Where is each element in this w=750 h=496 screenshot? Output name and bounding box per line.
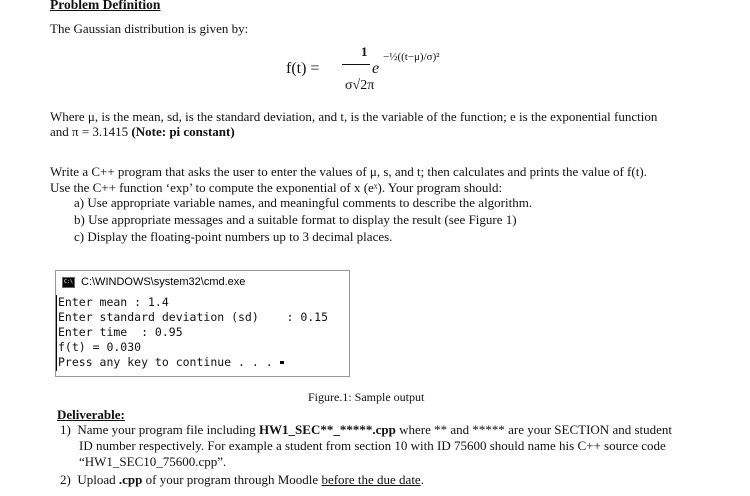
requirement-c: c) Display the floating-point numbers up to 3 decimal places. — [74, 229, 393, 244]
figure-caption: Figure.1: Sample output — [308, 390, 425, 404]
formula-lhs: f(t) = — [286, 60, 320, 77]
console-cursor — [280, 361, 284, 364]
console-line-sd: Enter standard deviation (sd) : 0.15 — [58, 310, 329, 324]
where-line-2-prefix: and π = 3.1415 — [50, 124, 132, 139]
console-line-mean: Enter mean : 1.4 — [58, 295, 169, 309]
item1-text-c: where ** and ***** are your SECTION and student — [395, 422, 673, 437]
formula-exponent: −½((t−μ)/σ)² — [383, 51, 440, 63]
console-body — [56, 295, 349, 371]
console-title-bar — [56, 271, 349, 293]
pi-note: (Note: pi constant) — [131, 124, 235, 139]
console-line-time: Enter time : 0.95 — [58, 325, 183, 339]
formula-exp-base: e — [372, 60, 380, 77]
intro-text: The Gaussian distribution is given by: — [50, 21, 249, 36]
formula-numerator: 1 — [361, 44, 368, 59]
where-line-1: Where μ, is the mean, sd, is the standard deviation, and t, is the variable of the function; e is the exponential function — [50, 109, 658, 124]
console-line-result: f(t) = 0.030 — [58, 340, 142, 354]
item2-text-a: Upload — [77, 472, 119, 487]
cpp-extension: .cpp — [118, 472, 143, 487]
deliverable-heading: Deliverable: — [57, 407, 125, 422]
task-line-1: Write a C++ program that asks the user to enter the values of μ, s, and t; then calculates and prints the value of f(t). — [50, 164, 647, 179]
deliverable-item-2 — [60, 471, 424, 488]
due-date-text: before the due date — [321, 472, 421, 487]
task-line-2: Use the C++ function ‘exp’ to compute the exponential of x (eˣ). Your program should: — [50, 180, 503, 195]
cmd-icon — [62, 277, 75, 288]
requirement-a: a) Use appropriate variable names, and meaningful comments to describe the algorithm. — [74, 195, 533, 210]
deliverable-item-2-number: 2) — [60, 472, 71, 487]
console-line-press-key — [58, 355, 349, 370]
deliverable-item-1-line-1 — [60, 421, 672, 438]
press-key-text: Press any key to continue . . . — [58, 355, 280, 369]
console-window — [55, 270, 350, 377]
requirement-b: b) Use appropriate messages and a suitable format to display the result (see Figure 1) — [74, 212, 517, 227]
where-line-2 — [50, 123, 235, 140]
deliverable-item-1-number: 1) — [60, 422, 71, 437]
item2-text-e: . — [420, 472, 424, 487]
item2-text-c: of your program through Moodle — [142, 472, 322, 487]
item1-text-a: Name your program file including — [77, 422, 259, 437]
deliverable-item-1-line-3: “HW1_SEC10_75600.cpp”. — [79, 454, 227, 469]
formula-denominator: σ√2π — [345, 78, 375, 93]
console-title: C:\WINDOWS\system32\cmd.exe — [81, 276, 246, 288]
formula-fraction-bar — [342, 64, 370, 65]
filename-pattern: HW1_SEC**_*****.cpp — [258, 422, 396, 437]
problem-definition-heading: Problem Definition — [50, 0, 161, 12]
deliverable-item-1-line-2: ID number respectively. For example a student from section 10 with ID 75600 should name his C++ source code — [79, 438, 666, 453]
